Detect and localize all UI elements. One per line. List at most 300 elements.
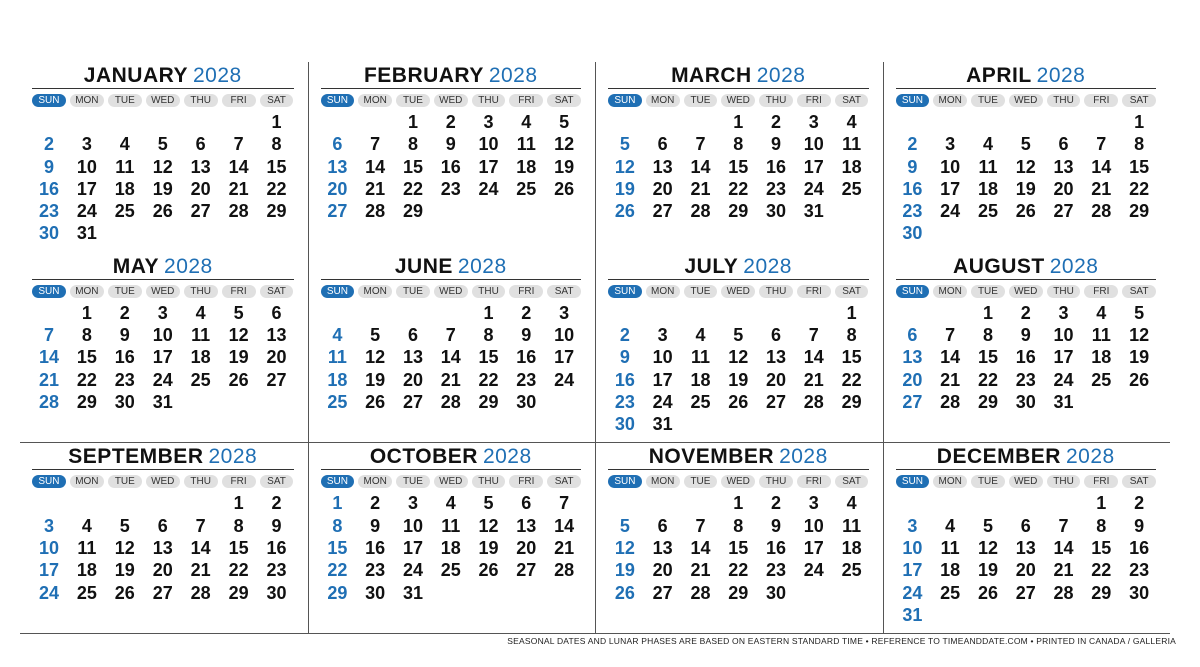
day-cell: 29 [228, 582, 249, 603]
weekday-tue: TUE [396, 94, 430, 107]
day-cell: 19 [365, 369, 386, 390]
weekday-wed: WED [1009, 475, 1043, 488]
weekday-tue: TUE [108, 285, 142, 298]
weekday-sat: SAT [260, 285, 294, 298]
day-cell: 23 [614, 391, 635, 412]
day-cell: 25 [690, 391, 711, 412]
weekday-thu: THU [759, 475, 793, 488]
weekday-header [321, 94, 582, 107]
day-cell: 5 [559, 112, 570, 132]
weekday-sun: SUN [896, 94, 930, 107]
month-title [608, 64, 869, 89]
weekday-sat: SAT [835, 475, 869, 488]
day-cell: 26 [114, 582, 135, 603]
empty-cell [608, 111, 642, 133]
weekday-header [608, 94, 869, 107]
day-cell: 28 [690, 201, 711, 222]
day-cell: 17 [152, 347, 173, 368]
empty-cell [971, 492, 1005, 514]
day-cell: 10 [803, 134, 824, 155]
month-year: 2028 [743, 254, 792, 278]
day-cell: 5 [233, 302, 244, 323]
day-cell: 5 [733, 324, 744, 345]
weekday-header [608, 285, 869, 298]
month-april [883, 62, 1171, 253]
day-cell: 22 [327, 560, 348, 581]
day-cell: 14 [690, 537, 711, 558]
weekday-sun: SUN [608, 94, 642, 107]
day-cell: 11 [1091, 324, 1111, 345]
day-cell: 31 [152, 391, 173, 412]
day-cell: 9 [619, 347, 630, 368]
day-cell: 27 [902, 391, 923, 412]
empty-cell [222, 111, 256, 133]
empty-cell [896, 492, 930, 514]
day-cell: 11 [690, 347, 710, 368]
day-cell: 12 [478, 515, 499, 536]
month-title [32, 445, 294, 470]
day-cell: 20 [902, 369, 923, 390]
day-cell: 12 [554, 134, 575, 155]
day-cell: 27 [1015, 582, 1036, 603]
day-cell: 27 [266, 369, 287, 390]
day-cell: 5 [157, 134, 168, 155]
day-cell: 9 [771, 515, 782, 536]
weekday-sun: SUN [321, 94, 355, 107]
day-cell: 14 [228, 156, 249, 177]
day-cell: 13 [652, 156, 673, 177]
day-cell: 1 [332, 493, 343, 514]
day-cell: 26 [1129, 369, 1150, 390]
weekday-tue: TUE [971, 285, 1005, 298]
weekday-mon: MON [933, 94, 967, 107]
empty-cell [608, 302, 642, 324]
day-cell: 23 [365, 560, 386, 581]
weekday-fri: FRI [509, 285, 543, 298]
day-cell: 28 [940, 391, 961, 412]
weekday-wed: WED [721, 285, 755, 298]
day-cell: 23 [766, 560, 787, 581]
day-cell: 19 [728, 369, 749, 390]
month-title [32, 64, 294, 89]
empty-cell [321, 302, 355, 324]
day-cell: 23 [766, 178, 787, 199]
day-cell: 12 [728, 347, 749, 368]
day-cell: 1 [271, 112, 282, 132]
weekday-fri: FRI [509, 475, 543, 488]
day-cell: 21 [940, 369, 961, 390]
day-cell: 15 [402, 156, 423, 177]
days-grid [321, 302, 582, 413]
month-name: SEPTEMBER [68, 445, 204, 469]
days-grid [32, 111, 294, 245]
weekday-header [608, 475, 869, 488]
day-cell: 6 [521, 493, 532, 514]
day-cell: 15 [977, 347, 998, 368]
day-cell: 28 [190, 582, 211, 603]
month-title [896, 255, 1157, 280]
day-cell: 23 [516, 369, 537, 390]
weekday-mon: MON [933, 475, 967, 488]
day-cell: 17 [940, 178, 961, 199]
empty-cell [146, 111, 180, 133]
month-name: AUGUST [953, 254, 1045, 278]
weekday-mon: MON [646, 285, 680, 298]
day-cell: 30 [1015, 391, 1036, 412]
month-year: 2028 [488, 64, 538, 87]
day-cell: 30 [266, 582, 287, 603]
month-year: 2028 [193, 64, 242, 87]
weekday-tue: TUE [971, 475, 1005, 488]
day-cell: 28 [690, 582, 711, 603]
month-name: APRIL [966, 64, 1032, 87]
weekday-header [896, 94, 1157, 107]
weekday-thu: THU [1047, 94, 1081, 107]
day-cell: 11 [191, 324, 211, 345]
day-cell: 8 [846, 324, 857, 345]
month-name: JULY [684, 254, 739, 278]
day-cell: 27 [327, 201, 348, 222]
month-name: MARCH [671, 64, 752, 87]
day-cell: 16 [38, 178, 59, 199]
day-cell: 30 [516, 391, 537, 412]
day-cell: 5 [619, 134, 630, 155]
month-year: 2028 [457, 254, 507, 278]
weekday-mon: MON [70, 94, 104, 107]
day-cell: 30 [365, 582, 386, 603]
day-cell: 14 [365, 156, 386, 177]
day-cell: 20 [1015, 560, 1036, 581]
day-cell: 27 [152, 582, 173, 603]
day-cell: 10 [803, 515, 824, 536]
weekday-thu: THU [759, 285, 793, 298]
day-cell: 26 [554, 178, 575, 199]
year-calendar-grid [20, 62, 1170, 634]
month-year: 2028 [208, 445, 258, 469]
day-cell: 1 [846, 302, 857, 323]
weekday-sat: SAT [547, 285, 581, 298]
day-cell: 18 [841, 537, 862, 558]
day-cell: 13 [652, 537, 673, 558]
day-cell: 2 [445, 112, 456, 132]
day-cell: 5 [1020, 134, 1031, 155]
day-cell: 1 [81, 302, 92, 323]
weekday-wed: WED [434, 475, 468, 488]
weekday-mon: MON [70, 475, 104, 488]
day-cell: 8 [1096, 515, 1107, 536]
weekday-fri: FRI [797, 475, 831, 488]
day-cell: 19 [114, 560, 135, 581]
day-cell: 22 [728, 560, 749, 581]
day-cell: 23 [38, 201, 59, 222]
day-cell: 13 [266, 324, 287, 345]
empty-cell [971, 111, 1005, 133]
month-title [608, 255, 869, 280]
day-cell: 23 [440, 178, 461, 199]
day-cell: 19 [977, 560, 998, 581]
day-cell: 4 [846, 112, 857, 132]
empty-cell [396, 302, 430, 324]
day-cell: 9 [445, 134, 456, 155]
day-cell: 26 [152, 201, 173, 222]
empty-cell [1009, 492, 1043, 514]
day-cell: 29 [478, 391, 499, 412]
day-cell: 22 [841, 369, 862, 390]
day-cell: 3 [157, 302, 168, 323]
empty-cell [646, 302, 680, 324]
weekday-sun: SUN [608, 285, 642, 298]
day-cell: 7 [370, 134, 381, 155]
day-cell: 9 [119, 324, 130, 345]
weekday-sat: SAT [547, 94, 581, 107]
day-cell: 21 [554, 537, 575, 558]
day-cell: 26 [1015, 201, 1036, 222]
day-cell: 30 [766, 201, 787, 222]
day-cell: 12 [152, 156, 173, 177]
day-cell: 19 [152, 178, 173, 199]
weekday-fri: FRI [222, 285, 256, 298]
day-cell: 9 [43, 156, 54, 177]
day-cell: 7 [445, 324, 456, 345]
day-cell: 29 [841, 391, 862, 412]
day-cell: 6 [657, 134, 668, 155]
day-cell: 17 [478, 156, 499, 177]
day-cell: 12 [614, 537, 635, 558]
month-year: 2028 [1049, 254, 1099, 278]
day-cell: 12 [1015, 156, 1036, 177]
day-cell: 16 [902, 178, 923, 199]
day-cell: 24 [76, 201, 97, 222]
day-cell: 23 [114, 369, 135, 390]
day-cell: 17 [1053, 347, 1074, 368]
day-cell: 6 [407, 324, 418, 345]
day-cell: 26 [977, 582, 998, 603]
day-cell: 20 [327, 178, 348, 199]
day-cell: 3 [559, 302, 570, 323]
day-cell: 8 [332, 515, 343, 536]
day-cell: 4 [846, 493, 857, 514]
day-cell: 4 [945, 515, 956, 536]
weekday-header [32, 285, 294, 298]
empty-cell [108, 492, 142, 514]
month-year: 2028 [164, 254, 213, 278]
weekday-header [321, 475, 582, 488]
month-title [321, 64, 582, 89]
day-cell: 18 [940, 560, 961, 581]
day-cell: 13 [152, 537, 173, 558]
day-cell: 12 [365, 347, 386, 368]
weekday-fri: FRI [222, 475, 256, 488]
day-cell: 4 [119, 134, 130, 155]
day-cell: 14 [440, 347, 461, 368]
empty-cell [146, 492, 180, 514]
day-cell: 20 [516, 537, 537, 558]
day-cell: 15 [228, 537, 249, 558]
day-cell: 24 [803, 178, 824, 199]
weekday-fri: FRI [1084, 94, 1118, 107]
day-cell: 18 [327, 369, 348, 390]
day-cell: 2 [521, 302, 532, 323]
day-cell: 7 [808, 324, 819, 345]
day-cell: 23 [266, 560, 287, 581]
day-cell: 13 [190, 156, 211, 177]
day-cell: 14 [1053, 537, 1074, 558]
empty-cell [32, 302, 66, 324]
day-cell: 9 [521, 324, 532, 345]
day-cell: 23 [1129, 560, 1150, 581]
day-cell: 10 [152, 324, 173, 345]
day-cell: 10 [940, 156, 961, 177]
day-cell: 15 [478, 347, 499, 368]
day-cell: 1 [733, 493, 744, 514]
day-cell: 21 [228, 178, 249, 199]
day-cell: 3 [657, 324, 668, 345]
day-cell: 26 [228, 369, 249, 390]
day-cell: 28 [228, 201, 249, 222]
day-cell: 25 [327, 391, 348, 412]
day-cell: 20 [766, 369, 787, 390]
day-cell: 11 [115, 156, 135, 177]
day-cell: 20 [652, 560, 673, 581]
day-cell: 19 [614, 560, 635, 581]
weekday-tue: TUE [971, 94, 1005, 107]
day-cell: 18 [841, 156, 862, 177]
day-cell: 7 [1058, 515, 1069, 536]
day-cell: 21 [38, 369, 59, 390]
empty-cell [70, 492, 104, 514]
empty-cell [759, 302, 793, 324]
day-cell: 25 [977, 201, 998, 222]
month-february [308, 62, 596, 253]
day-cell: 12 [228, 324, 249, 345]
day-cell: 24 [478, 178, 499, 199]
day-cell: 10 [652, 347, 673, 368]
day-cell: 16 [365, 537, 386, 558]
month-year: 2028 [1065, 445, 1115, 469]
day-cell: 25 [516, 178, 537, 199]
day-cell: 18 [977, 178, 998, 199]
day-cell: 24 [803, 560, 824, 581]
day-cell: 27 [190, 201, 211, 222]
empty-cell [358, 111, 392, 133]
day-cell: 22 [728, 178, 749, 199]
empty-cell [896, 302, 930, 324]
month-title [608, 445, 869, 470]
weekday-wed: WED [721, 475, 755, 488]
day-cell: 3 [43, 515, 54, 536]
day-cell: 9 [271, 515, 282, 536]
day-cell: 16 [1129, 537, 1150, 558]
day-cell: 31 [76, 223, 97, 244]
day-cell: 27 [766, 391, 787, 412]
day-cell: 21 [1053, 560, 1074, 581]
day-cell: 8 [233, 515, 244, 536]
day-cell: 10 [38, 537, 59, 558]
day-cell: 2 [619, 324, 630, 345]
day-cell: 3 [907, 515, 918, 536]
day-cell: 16 [114, 347, 135, 368]
day-cell: 1 [407, 112, 418, 132]
weekday-mon: MON [358, 475, 392, 488]
weekday-sat: SAT [1122, 475, 1156, 488]
day-cell: 17 [554, 347, 575, 368]
day-cell: 1 [1096, 493, 1107, 514]
day-cell: 26 [478, 560, 499, 581]
day-cell: 20 [190, 178, 211, 199]
weekday-sun: SUN [32, 285, 66, 298]
day-cell: 4 [195, 302, 206, 323]
day-cell: 29 [1129, 201, 1150, 222]
day-cell: 17 [76, 178, 97, 199]
empty-cell [933, 492, 967, 514]
month-year: 2028 [779, 445, 828, 469]
empty-cell [646, 111, 680, 133]
weekday-header [32, 475, 294, 488]
day-cell: 2 [907, 134, 918, 155]
day-cell: 29 [402, 201, 423, 222]
weekday-wed: WED [1009, 94, 1043, 107]
weekday-sat: SAT [260, 94, 294, 107]
empty-cell [1047, 492, 1081, 514]
day-cell: 13 [1015, 537, 1036, 558]
day-cell: 11 [441, 515, 461, 536]
day-cell: 2 [771, 112, 782, 132]
day-cell: 12 [1129, 324, 1150, 345]
day-cell: 18 [516, 156, 537, 177]
day-cell: 5 [1134, 302, 1145, 323]
weekday-header [896, 475, 1157, 488]
day-cell: 25 [940, 582, 961, 603]
weekday-thu: THU [184, 94, 218, 107]
empty-cell [32, 111, 66, 133]
day-cell: 20 [402, 369, 423, 390]
day-cell: 24 [1053, 369, 1074, 390]
day-cell: 31 [1053, 391, 1074, 412]
day-cell: 2 [1020, 302, 1031, 323]
day-cell: 20 [152, 560, 173, 581]
weekday-wed: WED [1009, 285, 1043, 298]
empty-cell [1009, 111, 1043, 133]
day-cell: 27 [402, 391, 423, 412]
day-cell: 31 [902, 604, 923, 625]
weekday-header [896, 285, 1157, 298]
empty-cell [684, 111, 718, 133]
day-cell: 29 [728, 201, 749, 222]
empty-cell [646, 492, 680, 514]
day-cell: 17 [38, 560, 59, 581]
day-cell: 23 [902, 201, 923, 222]
weekday-thu: THU [759, 94, 793, 107]
day-cell: 7 [43, 324, 54, 345]
weekday-thu: THU [184, 475, 218, 488]
day-cell: 24 [554, 369, 575, 390]
weekday-fri: FRI [1084, 475, 1118, 488]
empty-cell [358, 302, 392, 324]
day-cell: 14 [1091, 156, 1112, 177]
day-cell: 20 [652, 178, 673, 199]
day-cell: 17 [402, 537, 423, 558]
day-cell: 18 [190, 347, 211, 368]
day-cell: 18 [690, 369, 711, 390]
day-cell: 19 [228, 347, 249, 368]
day-cell: 25 [841, 560, 862, 581]
day-cell: 5 [619, 515, 630, 536]
day-cell: 14 [803, 347, 824, 368]
month-year: 2028 [482, 445, 532, 469]
day-cell: 31 [803, 201, 824, 222]
weekday-mon: MON [933, 285, 967, 298]
weekday-fri: FRI [1084, 285, 1118, 298]
